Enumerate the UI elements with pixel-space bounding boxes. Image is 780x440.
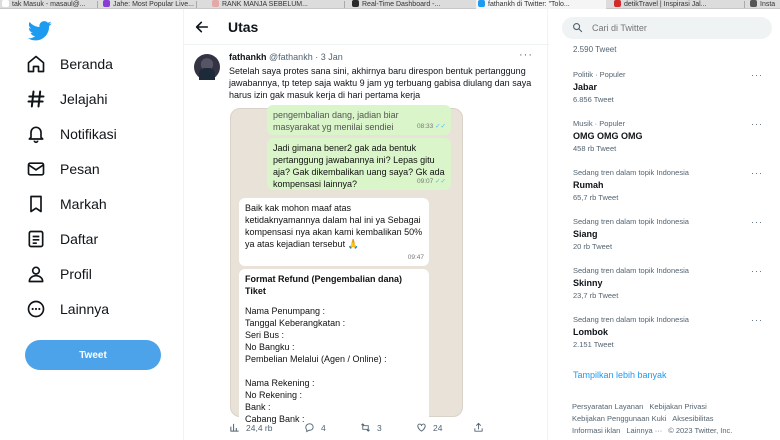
chat-time: 09:07 ✓✓ [417,178,446,185]
tweet-text: Setelah saya protes sana sini, akhirnya baru direspon bentuk pertanggung jawabannya, tp tetep saja waktu 9 jam yg terbuang gabisa diulang dan saya harus izin gak masuk kerja di hari pertama kerja [229,66,532,100]
heart-icon [416,422,427,433]
back-arrow-icon[interactable] [194,19,210,35]
hashtag-icon [26,89,46,109]
retweet-button[interactable] [360,422,382,433]
home-icon [26,54,46,74]
chat-text: Jadi gimana bener2 gak ada bentuk pertanggung jawabannya ini? Lepas gitu aja? Gak dikembalikan uang saya? Gk ada kompensasi lainnya? [273,143,445,189]
share-button[interactable] [473,422,490,433]
mail-icon [26,159,46,179]
trend-name: Skinny [573,278,603,288]
nav-item-jelajahi[interactable] [26,84,107,114]
nav-label: Lainnya [60,301,110,317]
thread-column [183,9,548,440]
chat-bubble-outgoing [267,105,451,135]
refund-form-line: Tanggal Keberangkatan : [245,318,346,328]
trend-name: Lombok [573,327,608,337]
tweet-media-chat-screenshot[interactable] [230,108,463,424]
trend-item[interactable] [573,168,763,203]
browser-tab[interactable]: detikTravel | Inspirasi Jal... [612,0,742,9]
refund-form-line: No Bangku : [245,342,295,352]
author-handle[interactable]: @fathankh [269,52,313,62]
tweet-button[interactable]: Tweet [25,340,161,370]
tab-favicon [103,0,110,7]
browser-tab[interactable]: tak Masuk - masaul@... [0,0,95,9]
trend-count: 23,7 rb Tweet [573,291,619,300]
tweet-date[interactable]: 3 Jan [320,52,343,62]
trend-item[interactable] [573,119,763,154]
more-options-icon[interactable]: ··· [751,119,763,129]
trend-count: 20 rb Tweet [573,242,613,251]
trend-name: Rumah [573,180,604,190]
like-button[interactable] [416,422,442,433]
footer-links [572,401,772,437]
copyright: © 2023 Twitter, Inc. [668,426,733,435]
twitter-bird-icon[interactable] [28,21,52,41]
nav-label: Profil [60,266,92,282]
chat-time: 08:33 ✓✓ [417,123,446,130]
bell-icon [26,124,46,144]
tweet-action-bar [229,422,541,436]
trend-item[interactable] [573,266,763,301]
more-options-icon[interactable]: ··· [751,266,763,276]
trend-name: Siang [573,229,598,239]
left-sidebar [0,9,183,440]
nav-item-beranda[interactable] [26,49,113,79]
chat-time: 09:47 [407,254,424,261]
dot-separator: · [315,52,319,62]
footer-link[interactable]: Aksesibilitas [672,414,714,423]
refund-form-line: Bank : [245,402,271,412]
chat-text: pengembalian dang, jadian biar masyarakat yg menilai sendiei [273,110,399,132]
tab-favicon [212,0,219,7]
trend-category: Sedang tren dalam topik Indonesia [573,168,689,177]
footer-link[interactable]: Informasi iklan [572,426,621,435]
more-options-icon[interactable]: ··· [519,49,533,61]
share-icon [473,422,484,433]
trend-item[interactable] [573,315,763,350]
nav-item-profil[interactable] [26,259,92,289]
trend-count: 6.856 Tweet [573,95,614,104]
more-circle-icon [26,299,46,319]
trend-item[interactable] [573,70,763,105]
nav-label: Beranda [60,56,113,72]
tab-favicon [750,0,757,7]
trend-count: 2.151 Tweet [573,340,614,349]
browser-tab[interactable]: Jahe: Most Popular Live... [101,0,194,9]
browser-tab[interactable]: Insta [748,0,780,9]
trend-count: 2.590 Tweet [573,45,617,54]
trend-name: Jabar [573,82,598,92]
retweet-icon [360,422,371,433]
search-icon [572,22,583,33]
person-icon [26,264,46,284]
footer-link[interactable]: Kebijakan Privasi [649,402,707,411]
search-box[interactable] [562,17,772,39]
browser-tab[interactable]: RANK MANJA SEBELUM... [210,0,342,9]
nav-label: Pesan [60,161,100,177]
chat-bubble-outgoing [267,138,451,190]
browser-tab-strip [0,0,780,9]
refund-form-line [245,365,423,377]
nav-label: Markah [60,196,107,212]
retweet-count: 3 [377,422,382,433]
views-stat[interactable] [229,422,272,433]
refund-form-line: Seri Bus : [245,330,285,340]
views-count: 24,4 rb [246,422,273,433]
nav-label: Notifikasi [60,126,117,142]
show-more-link[interactable]: Tampilkan lebih banyak [573,370,667,380]
refund-form-line: Pembelian Melalui (Agen / Online) : [245,354,387,364]
tab-favicon [614,0,621,7]
trend-category: Sedang tren dalam topik Indonesia [573,217,689,226]
trend-name: OMG OMG OMG [573,131,643,141]
avatar[interactable] [194,54,220,80]
page-title: Utas [228,19,259,35]
refund-form-line: Cabang Bank : [245,414,305,424]
trend-category: Politik · Populer [573,70,626,79]
tweet-header [229,52,343,62]
more-options-icon[interactable]: ··· [751,315,763,325]
views-chart-icon [229,422,240,433]
trend-item[interactable] [573,217,763,252]
tab-favicon [478,0,485,7]
trend-count: 65,7 rb Tweet [573,193,619,202]
trend-category: Sedang tren dalam topik Indonesia [573,315,689,324]
trend-category: Musik · Populer [573,119,626,128]
list-icon [26,229,46,249]
author-name[interactable]: fathankh [229,52,267,62]
refund-form-line: Nama Penumpang : [245,306,326,316]
nav-item-pesan[interactable] [26,154,100,184]
more-options-icon[interactable]: ··· [751,217,763,227]
chat-bubble-incoming-refund-form [239,269,429,429]
thread-header [184,9,549,45]
tab-favicon [352,0,359,7]
right-sidebar [548,9,780,440]
footer-link[interactable]: Lainnya ··· [626,426,663,435]
bookmark-icon [26,194,46,214]
reply-icon [304,422,315,433]
like-count: 24 [433,422,443,433]
refund-form-title: Format Refund (Pengembalian dana) Tiket [245,274,403,296]
nav-item-notifikasi[interactable] [26,119,117,149]
nav-label: Jelajahi [60,91,108,107]
refund-form-line: No Rekening : [245,390,303,400]
more-options-icon[interactable]: ··· [751,168,763,178]
more-options-icon[interactable]: ··· [751,70,763,80]
chat-text: Baik kak mohon maaf atas ketidaknyamannya dalam hal ini ya Sebagai kompensasi nya akan kami kembalikan 50% ya atas kejadian tersebut 🙏 [245,203,423,249]
trend-count: 458 rb Tweet [573,144,617,153]
footer-link[interactable]: Persyaratan Layanan [572,402,644,411]
search-input[interactable] [592,21,762,35]
nav-item-daftar[interactable] [26,224,98,254]
reply-count: 4 [321,422,326,433]
trend-category: Sedang tren dalam topik Indonesia [573,266,689,275]
trends-panel [562,41,772,371]
nav-item-markah[interactable] [26,189,107,219]
reply-button[interactable] [304,422,326,433]
footer-link[interactable]: Kebijakan Penggunaan Kuki [572,414,667,423]
nav-item-lainnya[interactable] [26,294,109,324]
browser-tab[interactable]: Real-Time Dashboard -... [350,0,474,9]
browser-tab-active[interactable]: fathankh di Twitter: "Tolo... [476,0,606,9]
tab-favicon [2,0,9,7]
chat-bubble-incoming [239,198,429,266]
nav-label: Daftar [60,231,99,247]
refund-form-line: Nama Rekening : [245,378,315,388]
